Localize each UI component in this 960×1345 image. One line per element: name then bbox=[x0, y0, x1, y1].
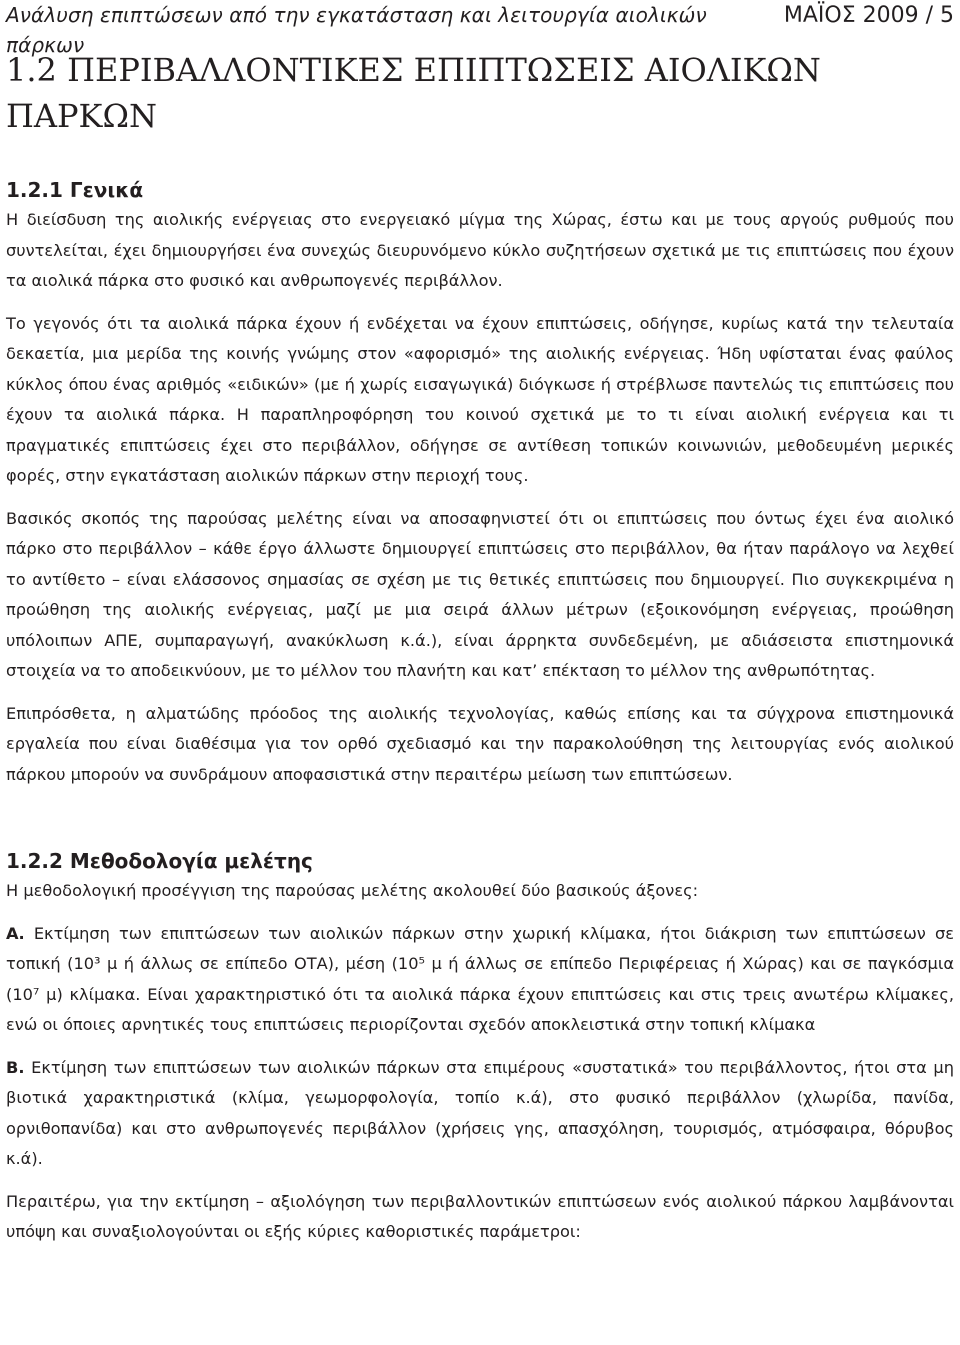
list-text-a: Εκτίμηση των επιπτώσεων των αιολικών πάρκων στην χωρική κλίμακα, ήτοι διάκριση των επιπτώσεων σε τοπική (10³ μ ή άλλως σε επίπεδο ΟΤΑ), μέση (10⁵ μ ή άλλως σε επίπεδο Περιφέρειας ή Χώρας) και σε παγκόσμια (10⁷ μ) κλίμακα. Είναι χαρακτηριστικό ότι τα αιολικά πάρκα έχουν επιπτώσεις και στις τρεις ανωτέρω κλίμακες, ενώ οι όποιες αρνητικές τους επιπτώσεις περιορίζονται σχεδόν αποκλειστικά στην τοπική κλίμακα bbox=[6, 923, 954, 1034]
paragraph: Βασικός σκοπός της παρούσας μελέτης είναι να αποσαφηνιστεί ότι οι επιπτώσεις που όντως έχει ένα αιολικό πάρκο στο περιβάλλον – κάθε έργο άλλωστε δημιουργεί επιπτώσεις στο περιβάλλον, θα ήταν παράλογο να λεχθεί το αντίθετο – είναι ελάσσονος σημασίας σε σχέση με τις θετικές επιπτώσεις που δημιουργεί. Πιο συγκεκριμένα η προώθηση της αιολικής ενέργειας, μαζί με μια σειρά άλλων μέτρων (εξοικονόμηση ενέργειας, προώθηση υπόλοιπων ΑΠΕ, συμπαραγωγή, ανακύκλωση κ.ά.), είναι άρρηκτα συνδεδεμένη, με αδιάσειστα επιστημονικά στοιχεία να το αποδεικνύουν, με το μέλλον του πλανήτη και κατ’ επέκταση το μέλλον της ανθρωπότητας. bbox=[6, 508, 954, 680]
list-label-b: Β. bbox=[6, 1057, 25, 1077]
running-title: Ανάλυση επιπτώσεων από την εγκατάσταση και λειτουργία αιολικών πάρκων bbox=[6, 3, 707, 57]
list-item-b bbox=[6, 1053, 954, 1175]
paragraph: Το γεγονός ότι τα αιολικά πάρκα έχουν ή ενδέχεται να έχουν επιπτώσεις, οδήγησε, κυρίως κατά την τελευταία δεκαετία, μια μερίδα της κοινής γνώμης στον «αφορισμό» της αιολικής ενέργειας. Ήδη υφίσταται ένας φαύλος κύκλος όπου ένας αριθμός «ειδικών» (με ή χωρίς εισαγωγικά) διόγκωσε ή στρέβλωσε παντελώς τις επιπτώσεις που έχουν τα αιολικά πάρκα. Η παραπληροφόρηση του κοινού σχετικά με το τι είναι αιολική ενέργεια και τι πραγματικές επιπτώσεις έχει στο περιβάλλον, οδήγησε σε αντίθεση τοπικών κοινωνιών, μεθοδευμένη μερικές φορές, στην εγκατάσταση αιολικών πάρκων στην περιοχή τους. bbox=[6, 313, 954, 485]
section-title: 1.2 ΠΕΡΙΒΑΛΛΟΝΤΙΚΕΣ ΕΠΙΠΤΩΣΕΙΣ ΑΙΟΛΙΚΩΝ ΠΑΡΚΩΝ bbox=[6, 51, 821, 135]
subsection-heading-methodology: 1.2.2 Μεθοδολογία μελέτης bbox=[6, 849, 313, 873]
list-item-a bbox=[6, 919, 954, 1041]
paragraph: Επιπρόσθετα, η αλματώδης πρόοδος της αιολικής τεχνολογίας, καθώς επίσης και τα σύγχρονα επιστημονικά εργαλεία που είναι διαθέσιμα για τον ορθό σχεδιασμό και την παρακολούθηση της λειτουργίας ενός αιολικού πάρκου μπορούν να συνδράμουν αποφασιστικά στην περαιτέρω μείωση των επιπτώσεων. bbox=[6, 703, 954, 784]
issue-and-page-number: ΜΑΪΟΣ 2009 / 5 bbox=[783, 3, 954, 28]
paragraph: Η μεθοδολογική προσέγγιση της παρούσας μελέτης ακολουθεί δύο βασικούς άξονες: bbox=[6, 881, 699, 900]
document-body bbox=[6, 175, 954, 1248]
paragraph: Η διείσδυση της αιολικής ενέργειας στο ενεργειακό μίγμα της Χώρας, έστω και με τους αργούς ρυθμούς που συντελείται, έχει δημιουργήσει ένα συνεχώς διευρυνόμενο κύκλο συζητήσεων σχετικά με τις επιπτώσεις που έχουν τα αιολικά πάρκα στο φυσικό και ανθρωπογενές περιβάλλον. bbox=[6, 210, 954, 290]
paragraph: Περαιτέρω, για την εκτίμηση – αξιολόγηση των περιβαλλοντικών επιπτώσεων ενός αιολικού πάρκου λαμβάνονται υπόψη και συναξιολογούνται οι εξής κύριες καθοριστικές παράμετροι: bbox=[6, 1191, 954, 1241]
list-label-a: Α. bbox=[6, 923, 25, 943]
list-text-b: Εκτίμηση των επιπτώσεων των αιολικών πάρκων στα επιμέρους «συστατικά» του περιβάλλοντος, ήτοι στα μη βιοτικά χαρακτηριστικά (κλίμα, γεωμορφολογία, τοπίο κ.ά), στο φυσικό περιβάλλον (χλωρίδα, πανίδα, ορνιθοπανίδα) και στο ανθρωπογενές περιβάλλον (χρήσεις γης, απασχόληση, τουρισμός, ατμόσφαιρα, θόρυβος κ.ά). bbox=[6, 1057, 954, 1168]
subsection-heading-general: 1.2.1 Γενικά bbox=[6, 178, 144, 202]
running-header bbox=[6, 0, 954, 57]
